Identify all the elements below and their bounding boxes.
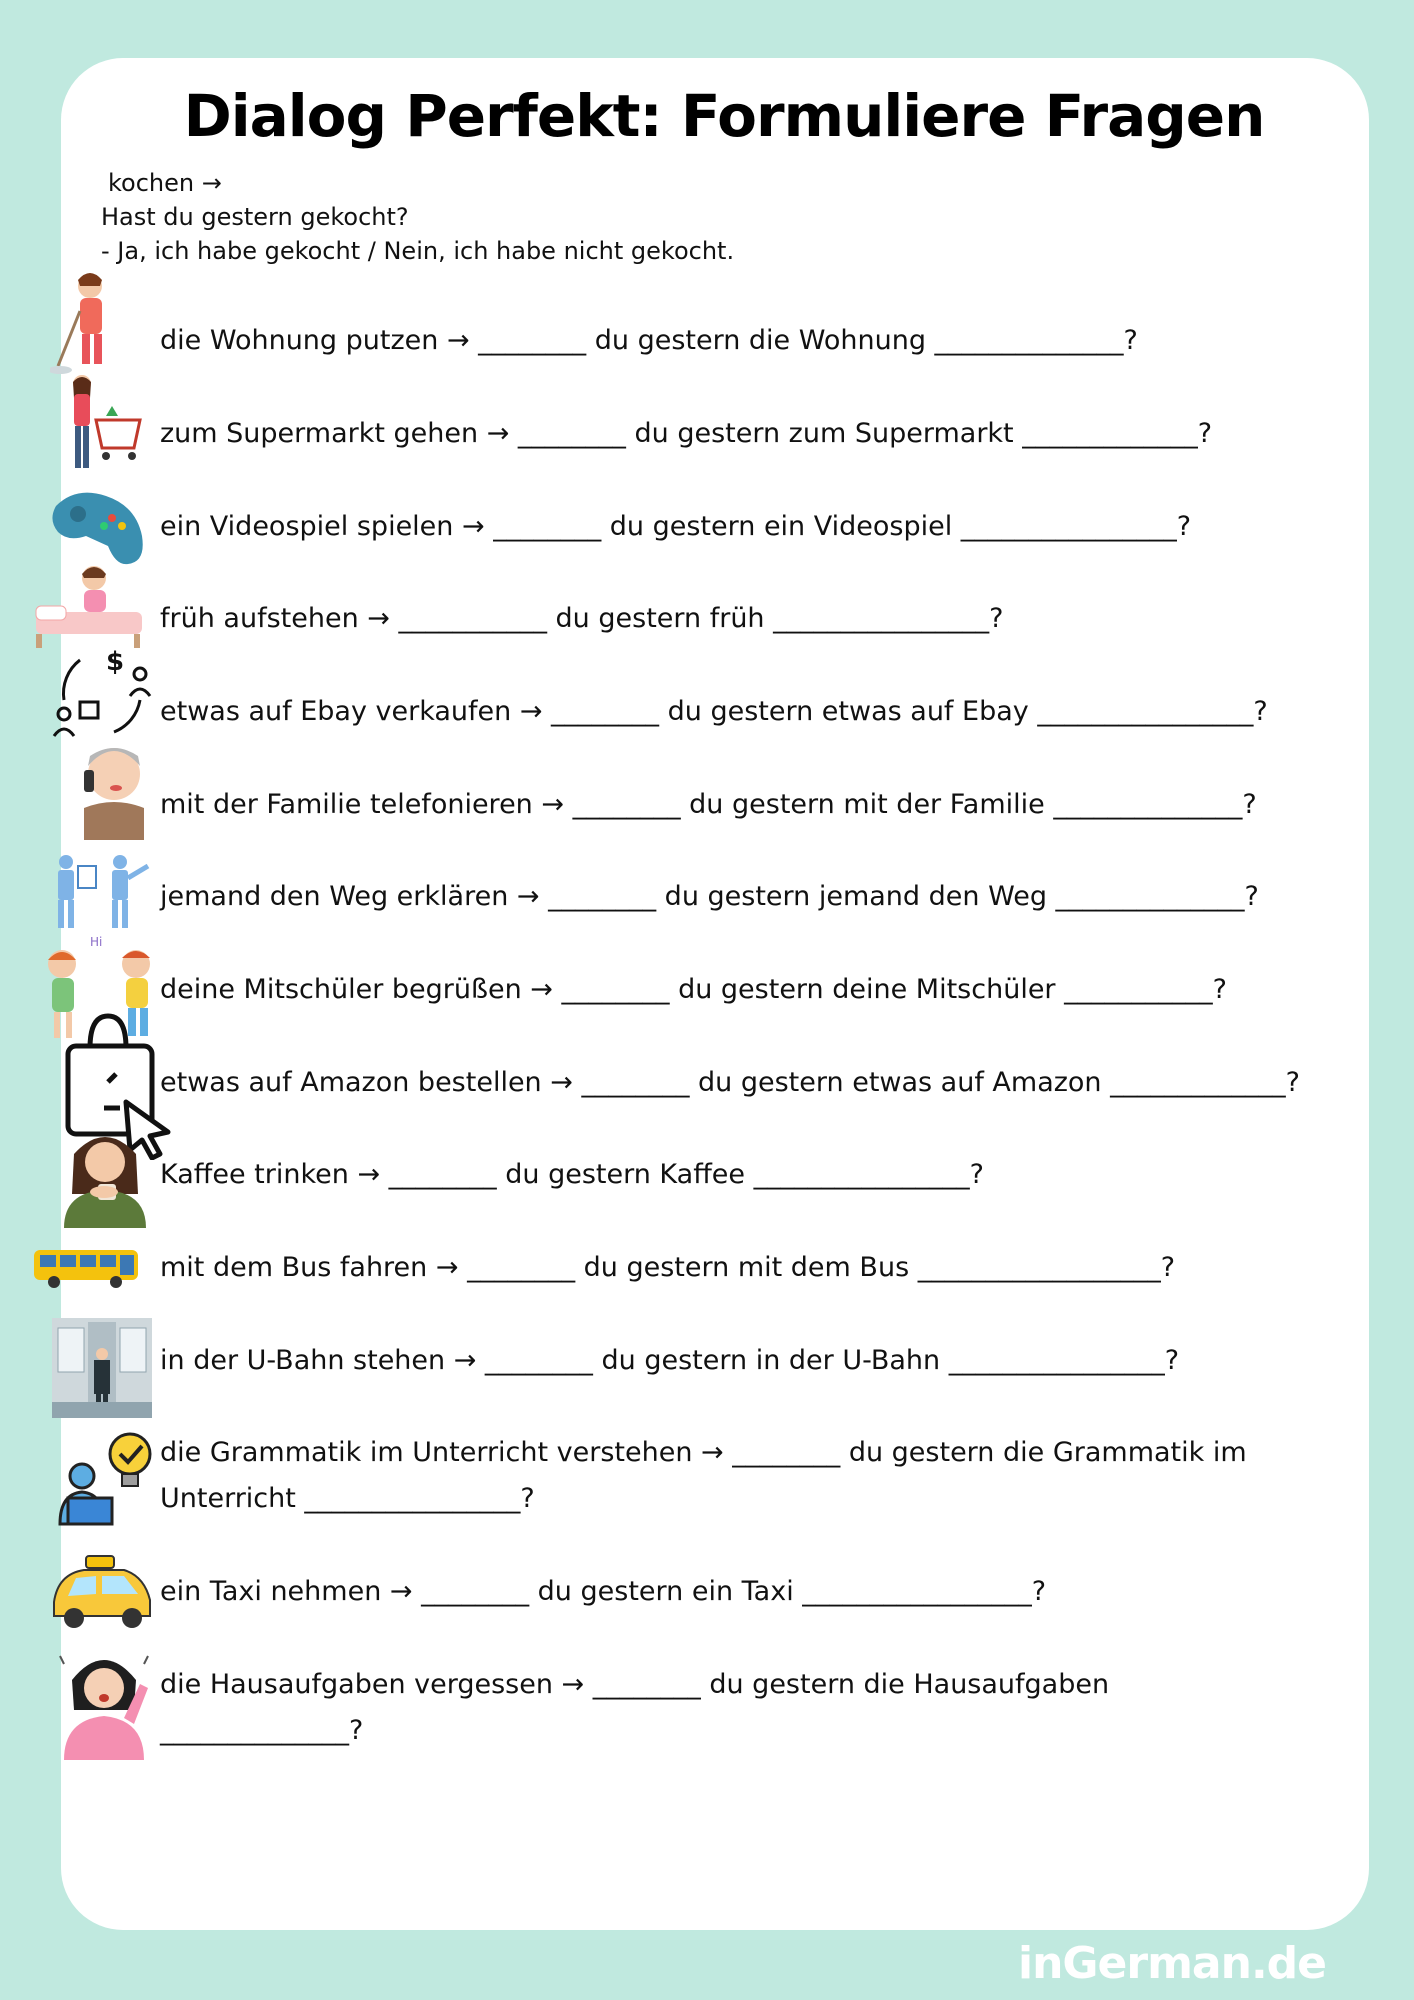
svg-text:$: $ xyxy=(106,647,125,677)
exercise-row: etwas auf Ebay verkaufen → ________ du gestern etwas auf Ebay ________________? xyxy=(160,696,1268,727)
idea-student-icon xyxy=(58,1424,160,1528)
exercise-row: die Wohnung putzen → ________ du gestern die Wohnung ______________? xyxy=(160,325,1138,356)
exercise-row: mit dem Bus fahren → ________ du gestern mit dem Bus __________________? xyxy=(160,1252,1176,1283)
bed-wakeup-icon xyxy=(32,556,146,652)
exercise-row: etwas auf Amazon bestellen → ________ du gestern etwas auf Amazon _____________? xyxy=(160,1067,1300,1098)
exercise-row: in der U-Bahn stehen → ________ du gestern in der U-Bahn ________________? xyxy=(160,1345,1180,1376)
exercise-row: jemand den Weg erklären → ________ du gestern jemand den Weg ______________? xyxy=(160,881,1259,912)
example-question: Hast du gestern gekocht? xyxy=(101,203,409,231)
exercise-row: ein Videospiel spielen → ________ du gestern ein Videospiel ________________? xyxy=(160,511,1192,542)
coffee-woman-icon xyxy=(60,1124,150,1228)
shopping-cart-icon xyxy=(60,372,150,476)
taxi-icon xyxy=(48,1554,154,1634)
svg-text:Hi: Hi xyxy=(90,935,103,949)
example-verb: kochen → xyxy=(108,169,222,197)
sell-exchange-icon xyxy=(50,640,154,744)
footer-brand: inGerman.de xyxy=(1018,1938,1326,1989)
subway-icon xyxy=(52,1318,152,1418)
exercise-row: früh aufstehen → ___________ du gestern früh ________________? xyxy=(160,603,1004,634)
exercise-row: deine Mitschüler begrüßen → ________ du gestern deine Mitschüler ___________? xyxy=(160,974,1227,1005)
cleaning-woman-icon xyxy=(50,266,130,378)
phone-call-icon xyxy=(76,736,148,840)
exercise-row: die Grammatik im Unterricht verstehen → ________ du gestern die Grammatik im Unterricht ________________? xyxy=(160,1437,1247,1514)
directions-people-icon xyxy=(44,852,152,930)
forgetful-woman-icon xyxy=(58,1644,150,1760)
example-answer: - Ja, ich habe gekocht / Nein, ich habe nicht gekocht. xyxy=(101,237,735,265)
exercise-row: mit der Familie telefonieren → ________ du gestern mit der Familie ______________? xyxy=(160,789,1257,820)
exercise-row: ein Taxi nehmen → ________ du gestern ein Taxi _________________? xyxy=(160,1576,1047,1607)
exercise-row: die Hausaufgaben vergessen → ________ du gestern die Hausaufgaben ______________? xyxy=(160,1669,1110,1746)
page-title: Dialog Perfekt: Formuliere Fragen xyxy=(183,82,1265,150)
example-block xyxy=(101,166,734,268)
exercise-row: zum Supermarkt gehen → ________ du gestern zum Supermarkt _____________? xyxy=(160,418,1213,449)
exercise-row: Kaffee trinken → ________ du gestern Kaffee ________________? xyxy=(160,1159,984,1190)
bus-icon xyxy=(32,1246,140,1290)
